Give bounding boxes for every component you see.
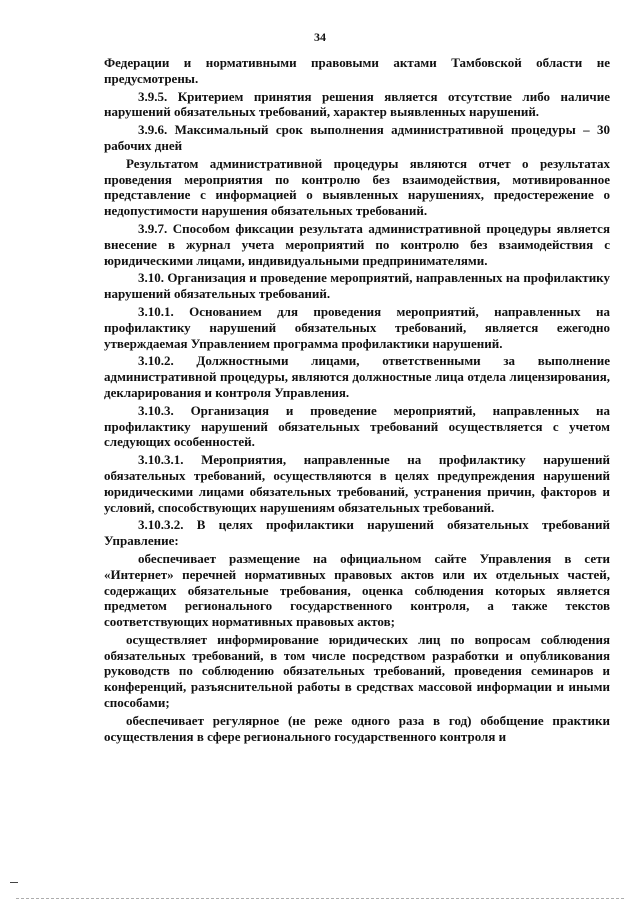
document-body xyxy=(104,55,610,746)
paragraph-3-10: 3.10. Организация и проведение мероприятий, направленных на профилактику нарушений обязательных требований. xyxy=(104,270,610,302)
page-number: 34 xyxy=(314,30,326,44)
paragraph-continuation: Федерации и нормативными правовыми актами Тамбовской области не предусмотрены. xyxy=(104,55,610,86)
paragraph-3-9-7: 3.9.7. Способом фиксации результата административной процедуры является внесение в журнал учета мероприятий по контролю без взаимодействия с юридическими лицами, индивидуальными предпринимателями. xyxy=(104,220,610,268)
paragraph-3-10-3: 3.10.3. Организация и проведение мероприятий, направленных на профилактику нарушений обязательных требований осуществляется с учетом следующих особенностей. xyxy=(104,402,610,450)
paragraph-list-item: осуществляет информирование юридических лиц по вопросам соблюдения обязательных требований, в том числе посредством разработки и опубликования руководств по соблюдению обязательных требований, проведения семинаров и конференций, разъяснительной работы в средствах массовой информации и иными способами; xyxy=(104,631,610,711)
scan-footer-artifact xyxy=(16,897,624,899)
paragraph-3-10-3-2: 3.10.3.2. В целях профилактики нарушений обязательных требований Управление: xyxy=(104,517,610,549)
paragraph-list-item: обеспечивает размещение на официальном сайте Управления в сети «Интернет» перечней нормативных правовых актов или их отдельных частей, содержащих обязательные требования, оценка соблюдения которых является предметом регионального государственного контроля, а также текстов соответствующих нормативных правовых актов; xyxy=(104,550,610,630)
paragraph-result: Результатом административной процедуры являются отчет о результатах проведения мероприятия по контролю без взаимодействия, мотивированное представление с информацией о выявленных нарушениях, предостережение о недопустимости нарушения обязательных требований. xyxy=(104,155,610,219)
paragraph-3-10-2: 3.10.2. Должностными лицами, ответственными за выполнение административной процедуры, являются должностные лица отдела лицензирования, декларирования и контроля Управления. xyxy=(104,353,610,400)
paragraph-list-item: обеспечивает регулярное (не реже одного раза в год) обобщение практики осуществления в сфере регионального государственного контроля и xyxy=(104,712,610,744)
paragraph-3-9-5: 3.9.5. Критерием принятия решения является отсутствие либо наличие нарушений обязательных требований, характер выявленных нарушений. xyxy=(104,88,610,120)
paragraph-3-10-1: 3.10.1. Основанием для проведения мероприятий, направленных на профилактику нарушений обязательных требований, является ежегодно утверждаемая Управлением программа профилактики нарушений. xyxy=(104,303,610,351)
scan-margin-mark xyxy=(10,882,18,883)
paragraph-3-10-3-1: 3.10.3.1. Мероприятия, направленные на профилактику нарушений обязательных требований, осуществляются в целях предупреждения нарушений юридическими лицами обязательных требований, устранения причин, факторов и условий, способствующих нарушениям обязательных требований. xyxy=(104,452,610,515)
paragraph-3-9-6: 3.9.6. Максимальный срок выполнения административной процедуры – 30 рабочих дней xyxy=(104,122,610,153)
